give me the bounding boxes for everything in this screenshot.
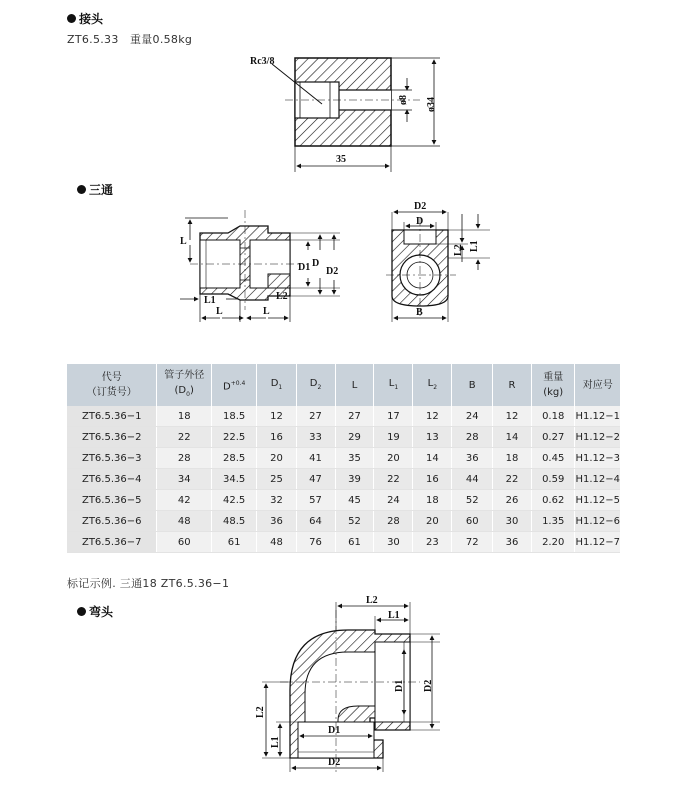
section-title-elbow-text: 弯头	[89, 605, 114, 619]
table-cell: 18.5	[211, 406, 256, 427]
section-title-joint-text: 接头	[79, 12, 104, 26]
table-cell: 20	[374, 448, 413, 469]
header-pipe-od: 管子外径 $(D_0)$	[157, 364, 211, 406]
table-cell: 26	[493, 490, 532, 511]
header-b: B	[452, 364, 493, 406]
header-corr: 对应号	[575, 364, 620, 406]
tee-front-L1: L1	[204, 295, 216, 306]
table-cell: 24	[374, 490, 413, 511]
joint-length-label: 35	[336, 154, 346, 165]
table-row	[67, 532, 620, 553]
tee-side-L1: L1	[469, 240, 480, 252]
table-cell: 45	[335, 490, 374, 511]
table-cell: 18	[413, 490, 452, 511]
table-cell: 25	[257, 469, 296, 490]
table-cell: 48	[257, 532, 296, 553]
drawings-svg	[0, 0, 700, 340]
joint-subtitle: ZT6.5.33 重量0.58kg	[67, 33, 193, 46]
tee-side-D2: D2	[414, 201, 427, 212]
table-cell: H1.12−5	[575, 490, 620, 511]
table-cell: 22.5	[211, 427, 256, 448]
table-cell: 18	[157, 406, 211, 427]
bullet-icon	[77, 185, 86, 194]
elbow-D1-bottom: D1	[328, 725, 341, 736]
tee-front-D2: D2	[326, 266, 339, 277]
table-header-row	[67, 364, 620, 406]
table-cell: H1.12−6	[575, 511, 620, 532]
tee-front-drawing	[180, 210, 340, 322]
elbow-D2-bottom: D2	[328, 757, 341, 768]
table-row	[67, 490, 620, 511]
table-cell: ZT6.5.36−4	[67, 469, 157, 490]
table-cell: 61	[335, 532, 374, 553]
table-cell: 39	[335, 469, 374, 490]
table-cell: 35	[335, 448, 374, 469]
header-r: R	[493, 364, 532, 406]
table-cell: 24	[452, 406, 493, 427]
marking-example: 标记示例. 三通18 ZT6.5.36−1	[67, 577, 230, 590]
table-cell: 20	[413, 511, 452, 532]
table-cell: H1.12−3	[575, 448, 620, 469]
table-cell: 22	[157, 427, 211, 448]
table-cell: H1.12−7	[575, 532, 620, 553]
table-cell: 48	[157, 511, 211, 532]
tee-front-D1: D1	[298, 262, 311, 273]
table-cell: 30	[374, 532, 413, 553]
section-title-tee-text: 三通	[89, 183, 114, 197]
header-d2: $D_2$	[296, 364, 335, 406]
elbow-L2-left: L2	[255, 706, 266, 718]
tee-front-L-bottom1: L	[216, 306, 223, 317]
table-cell: 34	[157, 469, 211, 490]
table-cell: 36	[452, 448, 493, 469]
table-cell: 32	[257, 490, 296, 511]
table-cell: 42	[157, 490, 211, 511]
table-row	[67, 406, 620, 427]
table-cell: 28.5	[211, 448, 256, 469]
table-row	[67, 448, 620, 469]
spec-table-body	[67, 406, 620, 553]
table-cell: 16	[413, 469, 452, 490]
joint-d8-label: ø8	[398, 95, 409, 105]
table-cell: 42.5	[211, 490, 256, 511]
tee-side-L2: L2	[453, 244, 464, 256]
table-cell: 72	[452, 532, 493, 553]
tee-side-B: B	[416, 307, 423, 318]
table-cell: 47	[296, 469, 335, 490]
table-cell: 27	[296, 406, 335, 427]
tee-front-D: D	[312, 258, 320, 269]
elbow-L1-left: L1	[270, 736, 281, 748]
table-cell: 12	[493, 406, 532, 427]
table-cell: 14	[413, 448, 452, 469]
table-cell: 22	[374, 469, 413, 490]
table-cell: 12	[413, 406, 452, 427]
table-cell: 19	[374, 427, 413, 448]
table-row	[67, 511, 620, 532]
elbow-L2-top: L2	[366, 595, 378, 606]
joint-rc-label: Rc3/8	[250, 56, 275, 67]
table-cell: 52	[452, 490, 493, 511]
table-cell: 18	[493, 448, 532, 469]
table-cell: 0.62	[531, 490, 575, 511]
table-cell: 52	[335, 511, 374, 532]
table-cell: 60	[452, 511, 493, 532]
tee-front-L2: L2	[276, 291, 288, 302]
table-cell: 17	[374, 406, 413, 427]
table-cell: 0.18	[531, 406, 575, 427]
table-cell: ZT6.5.36−6	[67, 511, 157, 532]
elbow-D2-right: D2	[423, 679, 434, 692]
table-cell: 28	[374, 511, 413, 532]
section-title-tee	[77, 181, 113, 198]
table-cell: 30	[493, 511, 532, 532]
table-cell: ZT6.5.36−7	[67, 532, 157, 553]
header-d: $D^{+0.4}$	[211, 364, 256, 406]
table-cell: ZT6.5.36−2	[67, 427, 157, 448]
spec-table	[67, 364, 620, 553]
table-cell: 12	[257, 406, 296, 427]
table-cell: 0.45	[531, 448, 575, 469]
table-cell: 33	[296, 427, 335, 448]
elbow-drawing	[255, 595, 440, 772]
table-cell: 76	[296, 532, 335, 553]
tee-side-D: D	[416, 216, 424, 227]
table-cell: 0.59	[531, 469, 575, 490]
table-cell: ZT6.5.36−1	[67, 406, 157, 427]
table-cell: H1.12−2	[575, 427, 620, 448]
table-row	[67, 427, 620, 448]
table-cell: 64	[296, 511, 335, 532]
table-cell: 41	[296, 448, 335, 469]
table-cell: 48.5	[211, 511, 256, 532]
table-cell: H1.12−1	[575, 406, 620, 427]
table-cell: 23	[413, 532, 452, 553]
table-cell: 20	[257, 448, 296, 469]
header-d1: $D_1$	[257, 364, 296, 406]
table-cell: 14	[493, 427, 532, 448]
table-cell: 29	[335, 427, 374, 448]
elbow-L1-top: L1	[388, 610, 400, 621]
table-cell: 27	[335, 406, 374, 427]
table-cell: 2.20	[531, 532, 575, 553]
elbow-svg	[0, 590, 700, 786]
elbow-D1-right: D1	[394, 679, 405, 692]
header-l1: $L_1$	[374, 364, 413, 406]
header-weight: 重量 (kg)	[531, 364, 575, 406]
table-cell: 57	[296, 490, 335, 511]
joint-drawing	[250, 56, 440, 172]
tee-front-L-bottom2: L	[263, 306, 270, 317]
table-cell: 36	[257, 511, 296, 532]
table-cell: 60	[157, 532, 211, 553]
tee-side-drawing	[386, 201, 490, 322]
table-cell: 1.35	[531, 511, 575, 532]
joint-d34-label: ø34	[426, 97, 437, 112]
header-l2: $L_2$	[413, 364, 452, 406]
table-cell: 0.27	[531, 427, 575, 448]
table-cell: ZT6.5.36−5	[67, 490, 157, 511]
table-cell: H1.12−4	[575, 469, 620, 490]
table-cell: 28	[452, 427, 493, 448]
table-cell: 22	[493, 469, 532, 490]
table-cell: 44	[452, 469, 493, 490]
table-cell: 28	[157, 448, 211, 469]
table-cell: 61	[211, 532, 256, 553]
table-cell: ZT6.5.36−3	[67, 448, 157, 469]
header-l: L	[335, 364, 374, 406]
table-row	[67, 469, 620, 490]
table-cell: 34.5	[211, 469, 256, 490]
table-cell: 13	[413, 427, 452, 448]
table-cell: 16	[257, 427, 296, 448]
header-code: 代号 （订货号）	[67, 364, 157, 406]
tee-front-L-left: L	[180, 236, 187, 247]
table-cell: 36	[493, 532, 532, 553]
